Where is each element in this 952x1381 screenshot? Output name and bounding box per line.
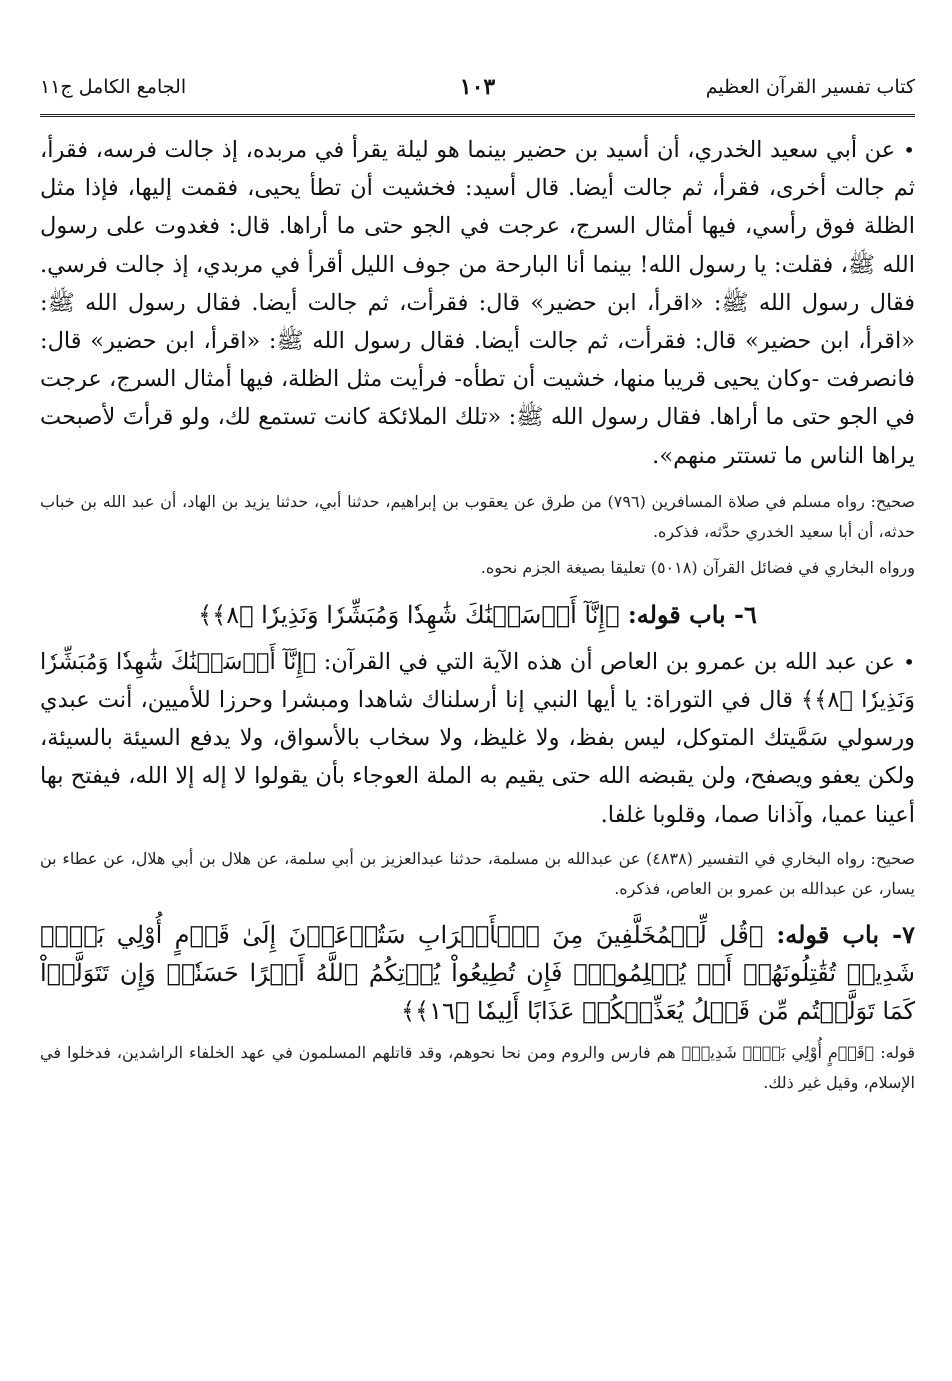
hadith-grading-note: ورواه البخاري في فضائل القرآن (٥٠١٨) تعليقا بصيغة الجزم نحوه. — [480, 557, 915, 577]
chapter-label: ٧- باب قوله: — [776, 919, 916, 949]
chapter-heading — [40, 916, 915, 1030]
page-number: ١٠٣ — [459, 74, 496, 100]
volume-label: الجامع الكامل ج١١ — [40, 76, 187, 98]
hadith-text: عن عبد الله بن عمرو بن العاص أن هذه الآية التي في القرآن: ﴿إِنَّآ أَرۡسَلۡنَٰكَ شَٰهِدٗا وَمُبَشِّرٗا وَنَذِيرٗا ﴿٨﴾﴾ قال في التوراة: يا أيها النبي إنا أرسلناك شاهدا ومبشرا وحرزا للأميين، أنت عبدي ورسولي سَمَّيتك المتوكل، ليس بفظ، ولا غليظ، ولا سخاب بالأسواق، ولا يدفع السيئة بالسيئة، ولكن يعفو ويصفح، ولن يقبضه الله حتى يقيم به الملة العوجاء بأن يقولوا لا إله إلا الله، فيفتح بها أعينا عميا، وآذانا صما، وقلوبا غلفا. — [40, 648, 915, 828]
commentary-note: قوله: ﴿قَوۡمٍ أُوْلِي بَأۡسٖ شَدِيدٖ﴾ هم فارس والروم ومن نحا نحوهم، وقد قاتلهم المسلمون في عهد الخلفاء الراشدين، فدخلوا في الإسلام، وقيل غير ذلك. — [40, 1042, 915, 1092]
bullet-icon: • — [903, 138, 915, 162]
hadith-paragraph — [40, 643, 915, 834]
quran-verse: ﴿إِنَّآ أَرۡسَلۡنَٰكَ شَٰهِدٗا وَمُبَشِّرٗا وَنَذِيرٗا ﴿٨﴾﴾ — [198, 600, 620, 629]
hadith-text: عن أبي سعيد الخدري، أن أسيد بن حضير بينما هو ليلة يقرأ في مربده، إذ جالت فرسه، فقرأ، ثم جالت أخرى، فقرأ، ثم جالت أيضا. قال أسيد: فخشيت أن تطأ يحيى، فقمت إليها، فإذا مثل الظلة فوق رأسي، فيها أمثال السرج، عرجت في الجو حتى ما أراها. قال: فغدوت على رسول الله ﷺ، فقلت: يا رسول الله! بينما أنا البارحة من جوف الليل أقرأ في مربدي، إذ جالت فرسي. فقال رسول الله ﷺ: «اقرأ، ابن حضير» قال: فقرأت، ثم جالت أيضا. فقال رسول الله ﷺ: «اقرأ، ابن حضير» قال: فقرأت، ثم جالت أيضا. فقال رسول الله ﷺ: «اقرأ، ابن حضير» قال: فانصرفت -وكان يحيى قريبا منها، خشيت أن تطأه- فرأيت مثل الظلة، فيها أمثال السرج، عرجت في الجو حتى ما أراها. فقال رسول الله ﷺ: «تلك الملائكة كانت تستمع لك، ولو قرأتَ لأصبحت يراها الناس ما تستتر منهم». — [40, 137, 915, 469]
page-header — [40, 70, 915, 117]
book-title: كتاب تفسير القرآن العظيم — [705, 76, 915, 98]
hadith-grading-note: صحيح: رواه مسلم في صلاة المسافرين (٧٩٦) من طرق عن يعقوب بن إبراهيم، حدثنا أبي، حدثنا يزيد بن الهاد، أن عبد الله بن خباب حدثه، أن أبا سعيد الخدري حدَّثه، فذكره. — [40, 491, 916, 541]
hadith-grading-note: صحيح: رواه البخاري في التفسير (٤٨٣٨) عن عبدالله بن مسلمة، حدثنا عبدالعزيز بن أبي سلمة، عن هلال بن أبي هلال، عن عطاء بن يسار، عن عبدالله بن عمرو بن العاص، فذكره. — [40, 848, 916, 898]
bullet-icon: • — [903, 649, 915, 674]
chapter-heading — [40, 595, 915, 635]
hadith-paragraph — [40, 131, 915, 475]
chapter-label: ٦- باب قوله: — [627, 599, 757, 629]
book-page — [40, 70, 915, 1098]
quran-verse: ﴿قُل لِّلۡمُخَلَّفِينَ مِنَ ٱلۡأَعۡرَابِ سَتُدۡعَوۡنَ إِلَىٰ قَوۡمٍ أُوْلِي بَأۡسٖ شَدِيدٖ تُقَٰتِلُونَهُمۡ أَوۡ يُسۡلِمُونَۖ فَإِن تُطِيعُواْ يُؤۡتِكُمُ ٱللَّهُ أَجۡرًا حَسَنٗاۖ وَإِن تَتَوَلَّوۡاْ كَمَا تَوَلَّيۡتُم مِّن قَبۡلُ يُعَذِّبۡكُمۡ عَذَابًا أَلِيمٗا ﴿١٦﴾﴾ — [40, 920, 915, 1025]
